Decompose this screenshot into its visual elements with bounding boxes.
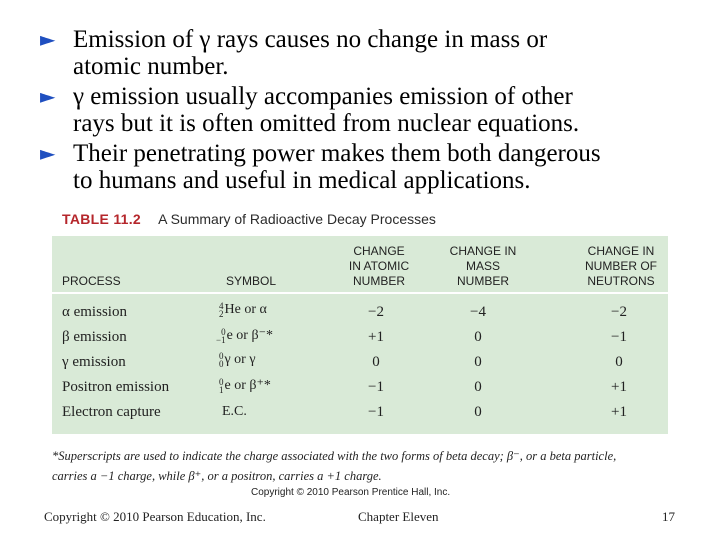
- footer-chapter: Chapter Eleven: [358, 509, 439, 524]
- symbol-text: e or β⁺*: [224, 378, 271, 393]
- nuclide-notation: 0 1: [219, 376, 224, 395]
- header-neutrons: [574, 244, 668, 289]
- cell-atomic-change: 0: [372, 354, 380, 370]
- header-process: PROCESS: [62, 274, 121, 288]
- header-atomic-number: [338, 244, 420, 289]
- cell-neutron-change: −2: [611, 304, 627, 320]
- cell-neutron-change: 0: [615, 354, 623, 370]
- cell-neutron-change: +1: [611, 404, 627, 420]
- header-line: CHANGE IN: [449, 244, 517, 258]
- cell-atomic-change: −2: [368, 304, 384, 320]
- bullet-line: to humans and useful in medical applications.: [73, 167, 531, 194]
- symbol-text: e or β⁻*: [226, 328, 273, 343]
- header-symbol: SYMBOL: [226, 274, 277, 288]
- cell-symbol: [219, 302, 267, 318]
- bullet-line: Their penetrating power makes them both dangerous: [73, 140, 601, 167]
- table-title: A Summary of Radioactive Decay Processes: [158, 211, 436, 227]
- bullet-line: Emission of γ rays causes no change in mass or: [73, 26, 548, 53]
- arrow-bullet-icon: ►: [40, 141, 56, 165]
- header-line: CHANGE IN: [587, 244, 655, 258]
- cell-mass-change: 0: [474, 329, 482, 345]
- cell-process: α emission: [62, 304, 127, 320]
- cell-process: γ emission: [62, 354, 126, 370]
- cell-mass-change: 0: [474, 404, 482, 420]
- header-line: IN ATOMIC: [348, 259, 410, 273]
- footer-copyright: Copyright © 2010 Pearson Education, Inc.: [44, 509, 266, 524]
- arrow-bullet-icon: ►: [40, 84, 56, 108]
- cell-neutron-change: +1: [611, 379, 627, 395]
- cell-process: Electron capture: [62, 404, 161, 420]
- header-line: NUMBER: [352, 274, 405, 288]
- cell-mass-change: 0: [474, 354, 482, 370]
- bullet-item: [40, 83, 700, 137]
- symbol-text: He or α: [224, 302, 267, 318]
- cell-mass-change: −4: [470, 304, 486, 320]
- table-footnote: [52, 446, 672, 486]
- bullet-line: rays but it is often omitted from nuclear equations.: [73, 110, 580, 137]
- header-line: CHANGE: [353, 244, 405, 258]
- table-number: TABLE 11.2: [62, 211, 141, 227]
- header-divider: [52, 292, 668, 294]
- cell-process: Positron emission: [62, 379, 170, 395]
- bullet-list: [40, 26, 700, 197]
- cell-symbol: [219, 377, 271, 394]
- cell-symbol: E.C.: [222, 404, 247, 419]
- cell-neutron-change: −1: [611, 329, 627, 345]
- table-caption: [62, 211, 436, 227]
- cell-atomic-change: −1: [368, 379, 384, 395]
- cell-atomic-change: −1: [368, 404, 384, 420]
- bullet-line: atomic number.: [73, 53, 229, 80]
- bullet-item: [40, 140, 700, 194]
- header-line: NEUTRONS: [587, 274, 655, 288]
- bullet-item: [40, 26, 700, 80]
- nuclide-notation: 0 0: [219, 351, 224, 369]
- cell-mass-change: 0: [474, 379, 482, 395]
- footer-page-number: 17: [662, 509, 675, 524]
- header-line: NUMBER: [456, 274, 509, 288]
- publisher-copyright: Copyright © 2010 Pearson Prentice Hall, Inc.: [251, 487, 451, 498]
- cell-atomic-change: +1: [368, 329, 384, 345]
- footnote-line: carries a −1 charge, while β⁺, or a positron, carries a +1 charge.: [52, 469, 382, 483]
- nuclide-notation: 0 −1: [216, 326, 226, 345]
- header-mass-number: [440, 244, 526, 289]
- footnote-line: *Superscripts are used to indicate the charge associated with the two forms of beta decay; β⁻, or a beta particle,: [52, 449, 617, 463]
- bullet-line: γ emission usually accompanies emission of other: [73, 83, 573, 110]
- symbol-text: γ or γ: [224, 352, 256, 368]
- arrow-bullet-icon: ►: [40, 27, 56, 51]
- cell-process: β emission: [62, 329, 127, 345]
- header-line: NUMBER OF: [585, 259, 657, 273]
- header-line: MASS: [465, 259, 500, 273]
- nuclide-notation: 4 2: [219, 301, 224, 319]
- cell-symbol: [216, 327, 273, 344]
- cell-symbol: [219, 352, 256, 368]
